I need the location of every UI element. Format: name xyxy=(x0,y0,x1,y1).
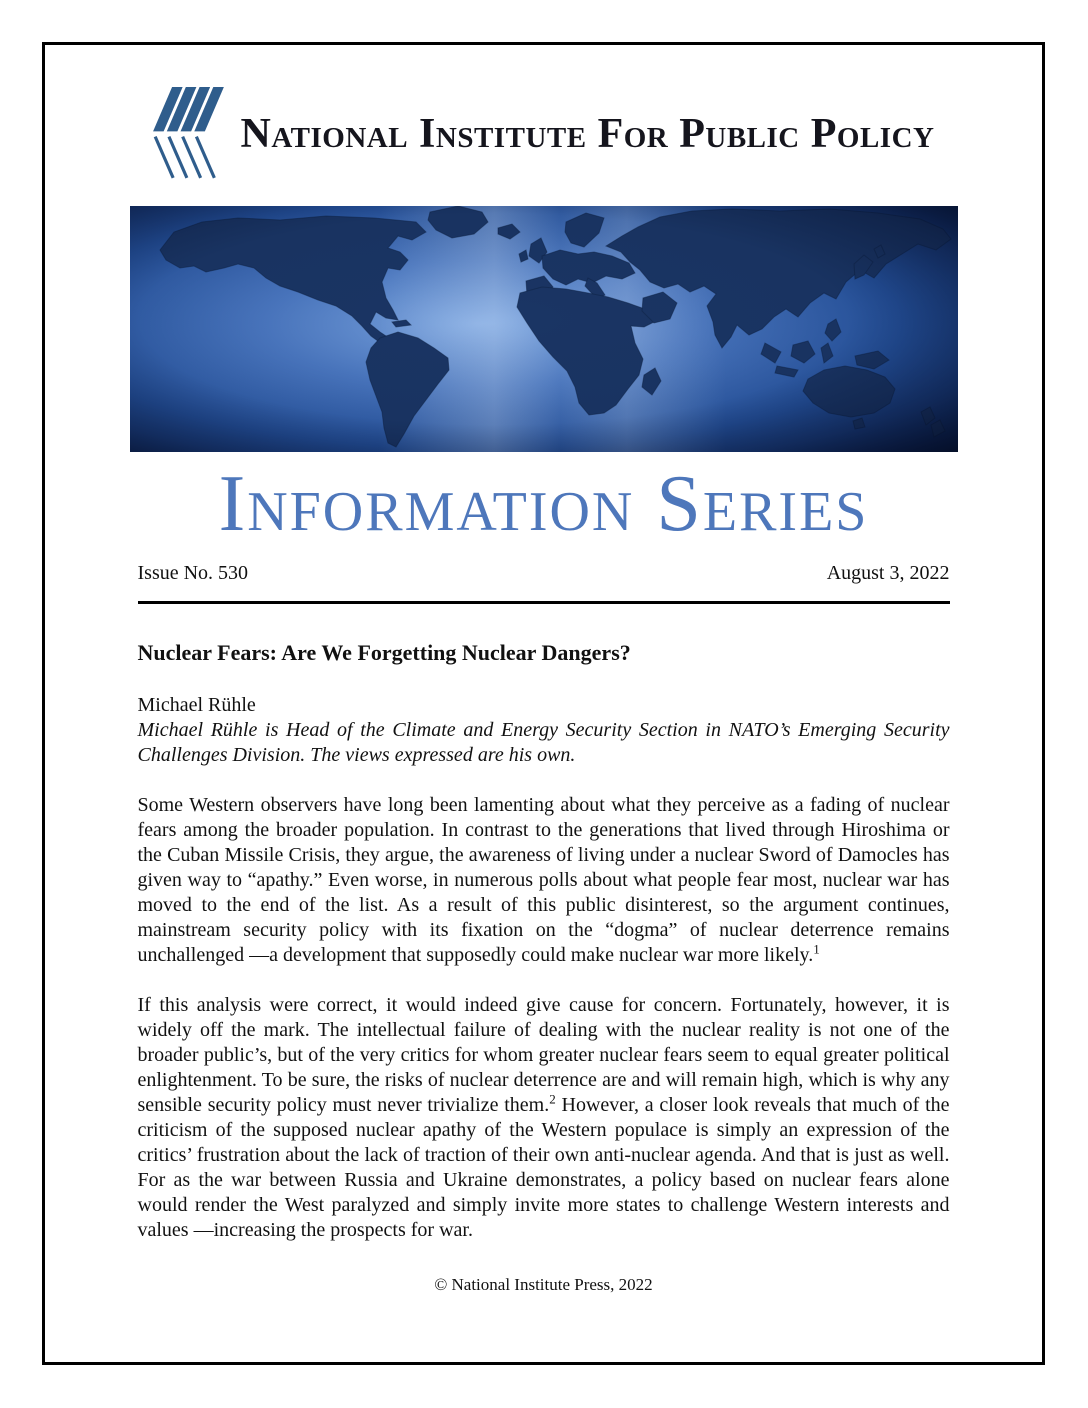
paragraph-2-text-a: If this analysis were correct, it would indeed give cause for concern. Fortunately, however, it is widely off the mark. The intellectual failure of dealing with the nuclear reality is not one of the broader public’s, but of the very critics for whom greater nuclear fears seem to equal greater political enlightenment. To be sure, the risks of nuclear deterrence are and will remain high, which is why any sensible security policy must never trivialize them. xyxy=(137,994,950,1116)
issue-row xyxy=(138,562,950,585)
footnote-ref-1: 1 xyxy=(813,941,820,957)
author-bio: Michael Rühle is Head of the Climate and Energy Security Section in NATO’s Emerging Security Challenges Division. The views expressed are his own. xyxy=(137,719,950,766)
paragraph-2-text-b: However, a closer look reveals that much of the criticism of the supposed nuclear apathy of the Western populace is simply an expression of the critics’ frustration about the lack of traction of their own anti-nuclear agenda. And that is just as well. For as the war between Russia and Ukraine demonstrates, a policy based on nuclear fears alone would render the West paralyzed and simply invite more states to challenge Western interests and values —increasing the prospects for war. xyxy=(137,1094,950,1241)
org-name: National Institute For Public Policy xyxy=(240,110,935,157)
masthead xyxy=(45,87,1042,180)
issue-number: Issue No. 530 xyxy=(137,562,249,584)
paragraph-1 xyxy=(138,793,950,968)
nipp-logo-icon xyxy=(153,87,225,180)
paragraph-2 xyxy=(138,993,950,1243)
article-title: Nuclear Fears: Are We Forgetting Nuclear Dangers? xyxy=(137,640,631,665)
copyright-line: © National Institute Press, 2022 xyxy=(434,1275,653,1294)
article-body xyxy=(138,640,950,1243)
page-border xyxy=(42,42,1045,1365)
paragraph-1-text: Some Western observers have long been lamenting about what they perceive as a fading of nuclear fears among the broader population. In contrast to the generations that lived through Hiroshima or the Cuban Missile Crisis, they argue, the awareness of living under a nuclear Sword of Damocles has given way to “apathy.” Even worse, in numerous polls about what people fear most, nuclear war has moved to the end of the list. As a result of this public disinterest, so the argument continues, mainstream security policy with its fixation on the “dogma” of nuclear deterrence remains unchallenged —a development that supposedly could make nuclear war more likely. xyxy=(137,794,950,966)
author-name: Michael Rühle xyxy=(137,694,256,716)
series-title: Information Series xyxy=(218,460,869,548)
footnote-ref-2: 2 xyxy=(549,1091,556,1107)
divider-rule xyxy=(138,601,950,604)
world-map-image xyxy=(130,206,958,452)
issue-date: August 3, 2022 xyxy=(826,562,950,584)
